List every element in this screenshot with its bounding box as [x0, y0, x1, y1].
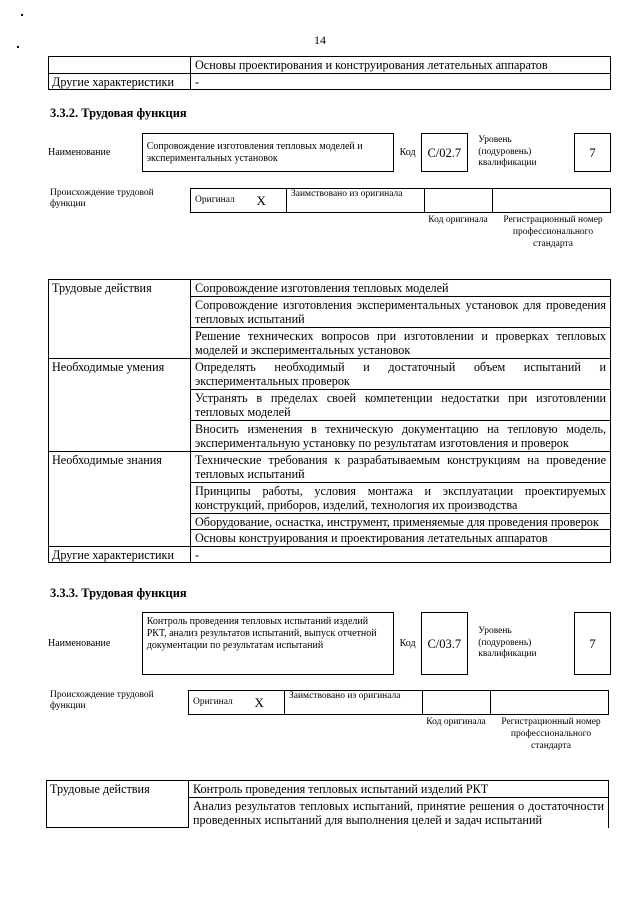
original-label: Оригинал — [189, 691, 247, 715]
list-item: Решение технических вопросов при изготовлении и проверках тепловых моделей и экспериментальных установок — [191, 327, 611, 358]
spacer — [467, 613, 478, 675]
function-name-value: Сопровождение изготовления тепловых моделей и экспериментальных установок — [142, 134, 393, 172]
spacer — [565, 613, 574, 675]
list-item: Технические требования к разрабатываемым конструкциям на проведение тепловых испытаний — [191, 451, 611, 482]
function-name-value: Контроль проведения тепловых испытаний изделий РКТ, анализ результатов испытаний, выпуск отчетной документации по результатам испытаний — [142, 613, 393, 675]
code-value: С/03.7 — [422, 613, 467, 675]
scan-dot — [21, 14, 23, 16]
spacer — [467, 134, 478, 172]
function-header-table — [48, 612, 611, 675]
other-characteristics-label: Другие характеристики — [49, 546, 191, 563]
borrowed-label: Заимствовано из оригинала — [287, 189, 425, 213]
function-header-table — [48, 133, 611, 172]
list-item: Контроль проведения тепловых испытаний изделий РКТ — [189, 781, 609, 798]
other-characteristics-value: - — [191, 546, 611, 563]
function-details-table — [46, 780, 609, 828]
level-value: 7 — [575, 613, 611, 675]
name-label: Наименование — [48, 146, 111, 158]
list-item: Принципы работы, условия монтажа и эксплуатации проектируемых конструкций, приборов, изделий, технология их производства — [191, 482, 611, 513]
list-item: Сопровождение изготовления экспериментальных установок для проведения тепловых испытаний — [191, 296, 611, 327]
list-item: Основы конструирования и проектирования летательных аппаратов — [191, 530, 611, 547]
top-continuation-table — [48, 56, 611, 90]
level-value: 7 — [575, 134, 611, 172]
list-item: Оборудование, оснастка, инструмент, применяемые для проведения проверок — [191, 513, 611, 530]
origin-label: Происхождение трудовой функции — [50, 188, 154, 209]
function-details-table — [48, 279, 611, 563]
reg-number-cell — [493, 189, 611, 213]
list-item: Анализ результатов тепловых испытаний, принятие решения о достаточности проведенных испытаний для выполнения целей и задач испытаний — [189, 797, 609, 828]
other-characteristics-value: - — [191, 73, 611, 90]
table-cell-empty — [49, 57, 191, 74]
section-heading: 3.3.2. Трудовая функция — [50, 106, 187, 120]
code-original-cell — [423, 691, 491, 715]
code-label: Код — [399, 637, 416, 649]
original-mark[interactable]: X — [249, 189, 287, 213]
code-value: С/02.7 — [422, 134, 467, 172]
code-original-cell — [425, 189, 493, 213]
list-item: Определять необходимый и достаточный объем испытаний и экспериментальных проверок — [191, 358, 611, 389]
origin-table — [188, 690, 609, 715]
borrowed-label: Заимствовано из оригинала — [285, 691, 423, 715]
knowledge-label: Необходимые знания — [49, 451, 191, 546]
list-item: Сопровождение изготовления тепловых моделей — [191, 280, 611, 297]
other-characteristics-label: Другие характеристики — [49, 73, 191, 90]
name-label: Наименование — [48, 637, 111, 649]
origin-table — [190, 188, 611, 213]
reg-number-label: Регистрационный номер профессионального стандарта — [503, 215, 603, 249]
spacer — [565, 134, 574, 172]
origin-label: Происхождение трудовой функции — [50, 690, 154, 711]
list-item: Вносить изменения в техническую документацию на тепловую модель, экспериментальную установку по результатам изготовления и проверок — [191, 420, 611, 451]
original-label: Оригинал — [191, 189, 249, 213]
level-label: Уровень (подуровень) квалификации — [478, 135, 537, 169]
reg-number-cell — [491, 691, 609, 715]
level-label: Уровень (подуровень) квалификации — [478, 626, 537, 660]
table-cell: Основы проектирования и конструирования летательных аппаратов — [191, 57, 611, 74]
list-item: Устранять в пределах своей компетенции недостатки при изготовлении тепловых моделей — [191, 389, 611, 420]
code-label: Код — [399, 146, 416, 158]
code-original-label: Код оригинала — [426, 717, 486, 727]
reg-number-label: Регистрационный номер профессионального стандарта — [501, 717, 601, 751]
actions-label: Трудовые действия — [47, 781, 189, 828]
original-mark[interactable]: X — [247, 691, 285, 715]
code-original-label: Код оригинала — [428, 215, 488, 225]
actions-label: Трудовые действия — [49, 280, 191, 359]
skills-label: Необходимые умения — [49, 358, 191, 451]
section-heading: 3.3.3. Трудовая функция — [50, 586, 187, 600]
page-number: 14 — [314, 33, 326, 47]
